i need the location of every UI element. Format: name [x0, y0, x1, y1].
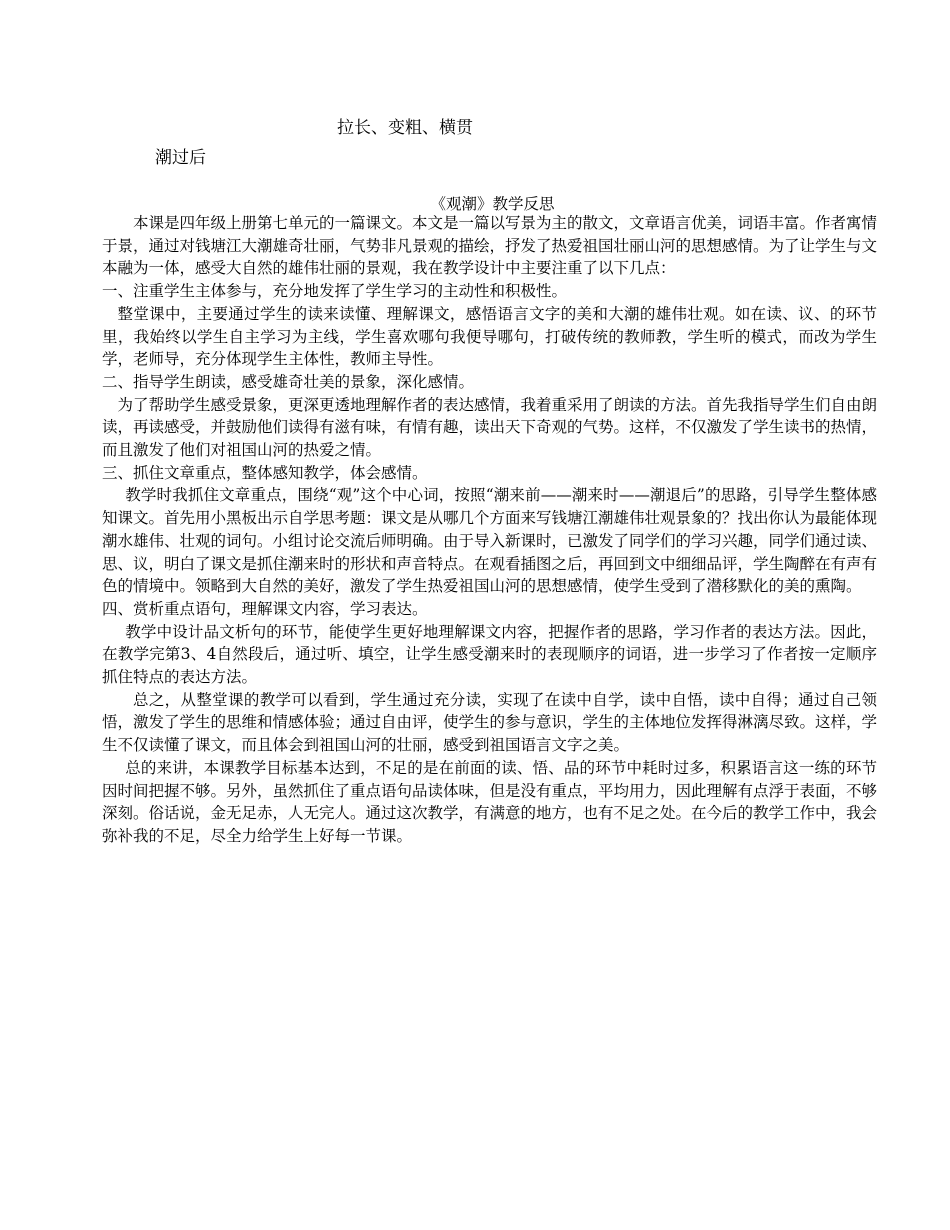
intro-paragraph: 本课是四年级上册第七单元的一篇课文。本文是一篇以写景为主的散文，文章语言优美，词语丰富。作者寓情于景，通过对钱塘江大潮雄奇壮丽，气势非凡景观的描绘，抒发了热爱祖国壮丽山河的思想感情。为了让学生与文本融为一体，感受大自然的雄伟壮丽的景观，我在教学设计中主要注重了以下几点：: [102, 214, 878, 278]
section-heading-1: 一、注重学生主体参与，充分地发挥了学生学习的主动性和积极性。: [102, 282, 568, 301]
section-paragraph-1: 整堂课中，主要通过学生的读来读懂、理解课文，感悟语言文字的美和大潮的雄伟壮观。如在读、议、的环节里，我始终以学生自主学习为主线，学生喜欢哪句我便导哪句，打破传统的教师教，学生听的模式，而改为学生学，老师导，充分体现学生主体性，教师主导性。: [102, 304, 877, 369]
section-paragraph-2: 为了帮助学生感受景象，更深更透地理解作者的表达感情，我着重采用了朗读的方法。首先我指导学生们自由朗读，再读感受，并鼓励他们读得有滋有味，有情有趣，读出天下奇观的气势。这样，不仅激发了学生读书的热情，而且激发了他们对祖国山河的热爱之情。: [102, 395, 878, 460]
section-paragraph-3: 教学时我抓住文章重点，围绕“观”这个中心词，按照“潮来前——潮来时——潮退后”的思路，引导学生整体感知课文。首先用小黑板出示自学思考题：课文是从哪几个方面来写钱塘江潮雄伟壮观景象的？找出你认为最能体现潮水雄伟、壮观的词句。小组讨论交流后师明确。由于导入新课时，已激发了同学们的学习兴趣，同学们通过读、思、议，明白了课文是抓住潮来时的形状和声音特点。在观看插图之后，再回到文中细细品评，学生陶醉在有声有色的情境中。领略到大自然的美好，激发了学生热爱祖国山河的思想感情，使学生受到了潜移默化的美的熏陶。: [102, 486, 878, 596]
reflection-title: 《观潮》教学反思: [430, 195, 555, 213]
summary-paragraph: 总之，从整堂课的教学可以看到，学生通过充分读，实现了在读中自学，读中自悟，读中自得；通过自己领悟，激发了学生的思维和情感体验；通过自由评，使学生的参与意识，学生的主体地位发挥得淋漓尽致。这样，学生不仅读懂了课文，而且体会到祖国山河的壮丽，感受到祖国语言文字之美。: [102, 690, 878, 755]
board-note-after-tide: 潮过后: [155, 148, 206, 168]
reflection-body: [102, 212, 877, 848]
section-heading-3: 三、抓住文章重点，整体感知教学，体会感情。: [102, 463, 428, 482]
board-note-line: 拉长、变粗、横贯: [337, 118, 473, 138]
closing-paragraph: 总的来讲，本课教学目标基本达到，不足的是在前面的读、悟、品的环节中耗时过多，积累语言这一练的环节因时间把握不够。另外，虽然抓住了重点语句品读体味，但是没有重点，平均用力，因此理解有点浮于表面，不够深刻。俗话说，金无足赤，人无完人。通过这次教学，有满意的地方，也有不足之处。在今后的教学工作中，我会弥补我的不足，尽全力给学生上好每一节课。: [102, 758, 878, 845]
section-paragraph-4: 教学中设计品文析句的环节，能使学生更好地理解课文内容，把握作者的思路，学习作者的表达方法。因此，在教学完第3、4自然段后，通过听、填空，让学生感受潮来时的表现顺序的词语，进一步学习了作者按一定顺序抓住特点的表达方法。: [102, 622, 877, 687]
section-heading-2: 二、指导学生朗读，感受雄奇壮美的景象，深化感情。: [102, 372, 475, 391]
section-heading-4: 四、赏析重点语句，理解课文内容，学习表达。: [102, 599, 428, 618]
